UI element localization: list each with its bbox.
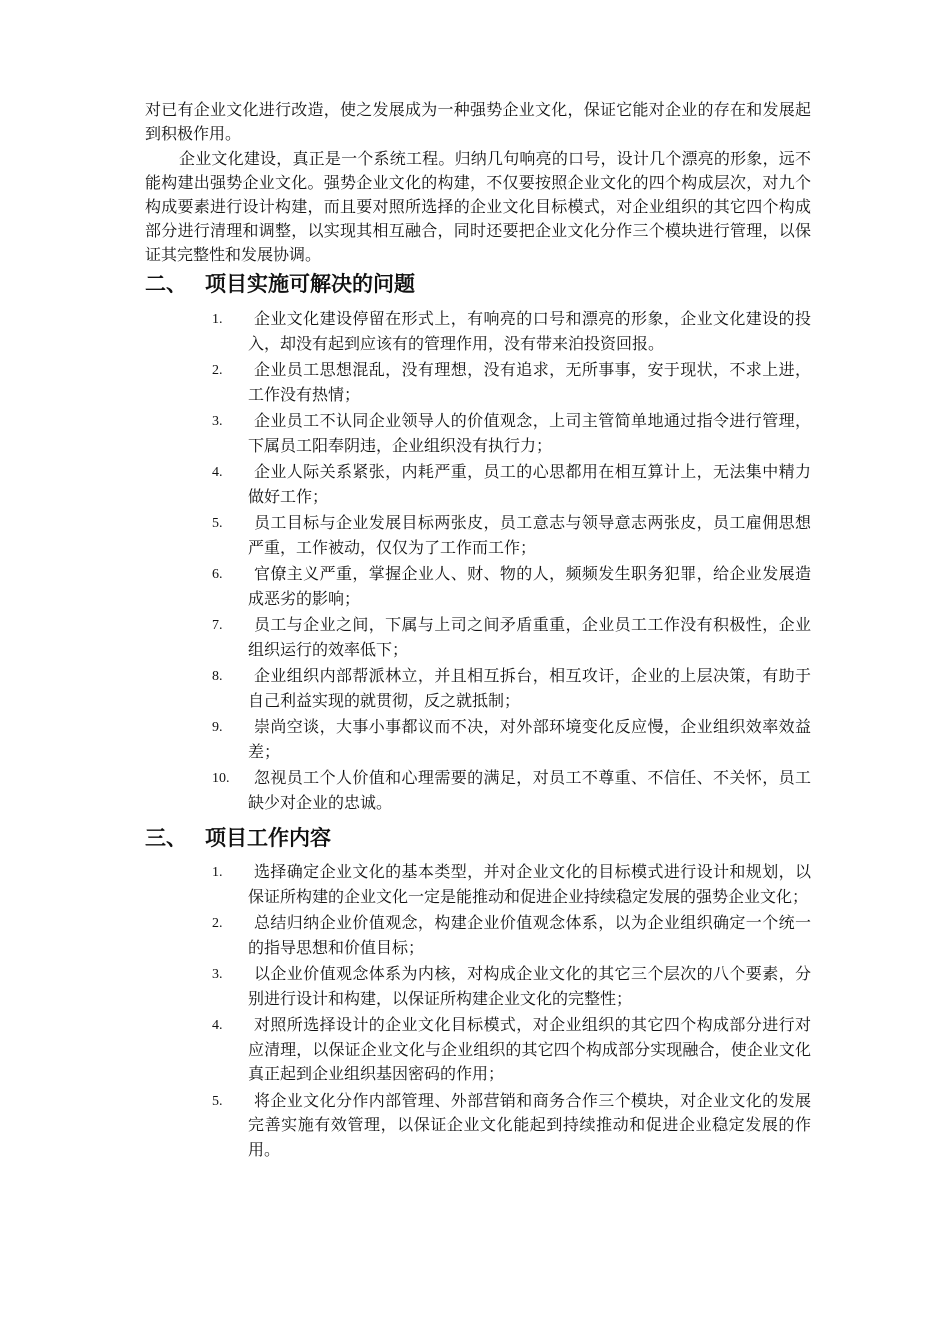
section-title: 项目实施可解决的问题 [205,271,415,296]
list-item-index: 6. [212,567,223,582]
list-item-text: 企业组织内部帮派林立，并且相互拆台，相互攻讦，企业的上层决策，有助于自己利益实现的就贯彻，反之就抵制； [248,666,811,710]
list-item [205,613,811,662]
list-item-text: 崇尚空谈，大事小事都议而不决，对外部环境变化反应慢，企业组织效率效益差； [248,717,811,761]
list-item [205,358,811,407]
list-item-text: 总结归纳企业价值观念，构建企业价值观念体系，以为企业组织确定一个统一的指导思想和价值目标； [248,913,811,957]
list-item [205,766,811,815]
list-item-text: 员工与企业之间，下属与上司之间矛盾重重，企业员工工作没有积极性，企业组织运行的效率低下； [248,615,811,659]
list-item [205,1013,811,1087]
list-item [205,715,811,764]
list-item-index: 5. [212,516,223,531]
list-item [205,911,811,960]
list-item-index: 5. [212,1093,223,1109]
list-item [205,511,811,560]
section-heading-work-content [145,824,331,852]
list-item [205,307,811,356]
list-item-text: 忽视员工个人价值和心理需要的满足，对员工不尊重、不信任、不关怀，员工缺少对企业的忠诚。 [248,768,811,812]
list-item [205,664,811,713]
list-item-text: 企业人际关系紧张，内耗严重，员工的心思都用在相互算计上，无法集中精力做好工作； [248,462,811,506]
list-item-index: 1. [212,865,223,880]
list-item-index: 7. [212,618,223,633]
list-item-index: 3. [212,967,223,982]
section-title: 项目工作内容 [205,825,331,850]
list-item-index: 4. [212,465,223,480]
list-item-text: 企业员工不认同企业领导人的价值观念，上司主管简单地通过指令进行管理，下属员工阳奉阴违，企业组织没有执行力； [248,411,811,455]
list-item-text: 对照所选择设计的企业文化目标模式，对企业组织的其它四个构成部分进行对应清理，以保证企业文化与企业组织的其它四个构成部分实现融合，使企业文化真正起到企业组织基因密码的作用； [248,1015,811,1083]
list-item [205,1089,811,1163]
list-item-index: 2. [212,916,223,931]
section-heading-problems [145,270,415,298]
list-item-index: 10. [212,771,230,786]
work-content-list [205,860,811,1164]
section-number: 二、 [145,271,187,296]
problems-list [205,307,811,817]
intro-paragraph-1: 对已有企业文化进行改造，使之发展成为一种强势企业文化，保证它能对企业的存在和发展起到积极作用。 [145,100,811,143]
list-item-index: 3. [212,414,223,429]
list-item [205,409,811,458]
list-item-text: 企业文化建设停留在形式上，有响亮的口号和漂亮的形象，企业文化建设的投入，却没有起到应该有的管理作用，没有带来泊投资回报。 [248,309,811,353]
intro-paragraph-2: 企业文化建设，真正是一个系统工程。归纳几句响亮的口号，设计几个漂亮的形象，远不能构建出强势企业文化。强势企业文化的构建，不仅要按照企业文化的四个构成层次，对九个构成要素进行设计构建，而且要对照所选择的企业文化目标模式，对企业组织的其它四个构成部分进行清理和调整，以实现其相互融合，同时还要把企业文化分作三个模块进行管理，以保证其完整性和发展协调。 [145,149,811,264]
list-item-index: 4. [212,1018,223,1033]
list-item-text: 将企业文化分作内部管理、外部营销和商务合作三个模块，对企业文化的发展完善实施有效管理，以保证企业文化能起到持续推动和促进企业稳定发展的作用。 [248,1090,811,1159]
list-item-text: 选择确定企业文化的基本类型，并对企业文化的目标模式进行设计和规划，以保证所构建的企业文化一定是能推动和促进企业持续稳定发展的强势企业文化； [248,862,811,906]
list-item [205,562,811,611]
list-item-index: 2. [212,363,223,378]
list-item-text: 员工目标与企业发展目标两张皮，员工意志与领导意志两张皮，员工雇佣思想严重，工作被动，仅仅为了工作而工作； [248,513,811,557]
list-item [205,460,811,509]
section-number: 三、 [145,825,187,850]
list-item [205,962,811,1011]
list-item-index: 9. [212,720,223,735]
list-item-text: 企业员工思想混乱，没有理想，没有追求，无所事事，安于现状，不求上进，工作没有热情； [248,360,811,404]
list-item [205,860,811,909]
list-item-text: 官僚主义严重，掌握企业人、财、物的人，频频发生职务犯罪，给企业发展造成恶劣的影响； [248,564,811,608]
list-item-index: 8. [212,669,223,684]
list-item-index: 1. [212,312,223,327]
list-item-text: 以企业价值观念体系为内核，对构成企业文化的其它三个层次的八个要素，分别进行设计和构建，以保证所构建企业文化的完整性； [248,964,811,1008]
